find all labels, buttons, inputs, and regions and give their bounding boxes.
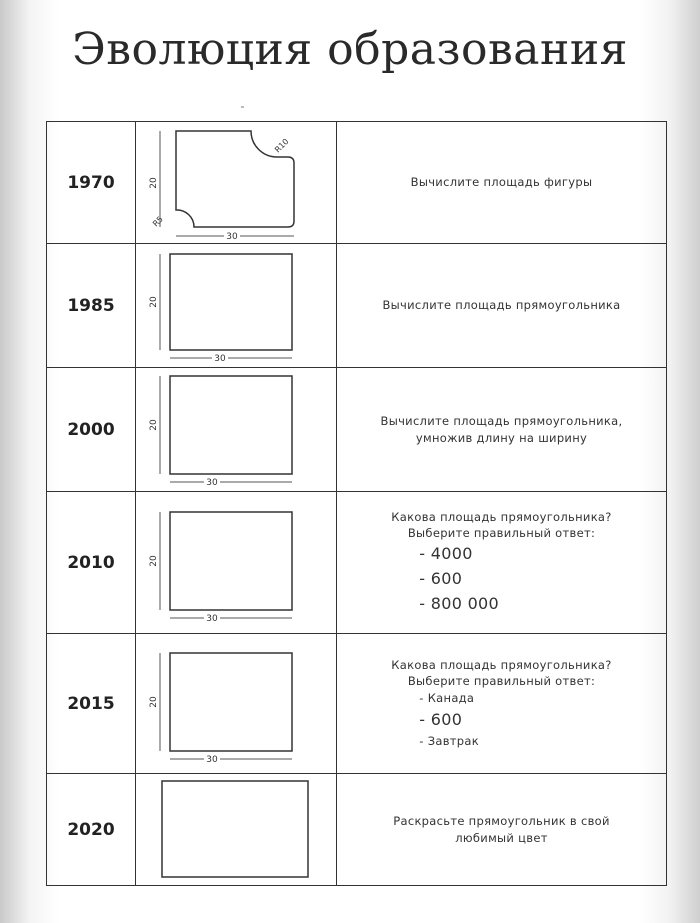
table-row-2015	[47, 634, 667, 774]
task-cell	[337, 634, 667, 774]
figure-cell	[136, 634, 337, 774]
evolution-table	[46, 121, 667, 886]
task-text-line-2: умножив длину на ширину	[415, 430, 588, 445]
question-text: Какова площадь прямоугольника?	[391, 657, 612, 672]
height-dimension-label: 20	[149, 418, 159, 431]
table-row-1985	[47, 244, 667, 368]
task-cell	[337, 774, 667, 886]
answer-option: - 600	[419, 568, 463, 588]
answer-option: - 4000	[419, 543, 473, 563]
table-row-2000	[47, 368, 667, 492]
width-dimension-label: 30	[226, 231, 238, 242]
quiz-block	[391, 657, 611, 751]
task-text: Вычислите площадь прямоугольника	[382, 298, 621, 313]
year-cell: 2015	[47, 634, 136, 774]
instruction-text: Выберите правильный ответ:	[407, 674, 596, 689]
task-text-line-1: Вычислите площадь прямоугольника,	[380, 413, 623, 428]
instruction-text: Выберите правильный ответ:	[407, 526, 596, 541]
height-dimension-label: 20	[149, 176, 159, 189]
year-cell: 2010	[47, 492, 136, 634]
year-cell: 2000	[47, 368, 136, 492]
quiz-block	[391, 509, 611, 617]
table-row-1970	[47, 122, 667, 244]
task-cell	[337, 492, 667, 634]
answer-option: - 800 000	[419, 593, 500, 613]
height-dimension-label: 20	[149, 295, 159, 308]
figure-cell	[136, 368, 337, 492]
year-cell: 2020	[47, 774, 136, 886]
figure-cell	[136, 774, 337, 886]
rectangle-shape	[170, 376, 292, 474]
question-text: Какова площадь прямоугольника?	[391, 509, 612, 524]
rectangle-figure	[136, 370, 336, 490]
width-dimension-label: 30	[214, 353, 226, 364]
task-text-line-1: Раскрасьте прямоугольник в свой	[393, 813, 610, 828]
year-cell: 1970	[47, 122, 136, 244]
width-dimension-label: 30	[206, 754, 218, 765]
rectangle-figure	[136, 775, 336, 885]
radius-large-label: R10	[273, 136, 291, 154]
task-cell	[337, 244, 667, 368]
answer-option: - Канада	[419, 690, 475, 705]
answer-option: - 600	[419, 709, 463, 729]
width-dimension-label: 30	[206, 477, 218, 488]
table-row-2010	[47, 492, 667, 634]
page-title: Эволюция образования	[72, 24, 628, 75]
width-dimension-label: 30	[206, 613, 218, 624]
rectangle-shape	[162, 781, 308, 877]
task-cell	[337, 368, 667, 492]
height-dimension-label: 20	[149, 695, 159, 708]
rectangle-figure	[136, 246, 336, 366]
rectangle-shape	[170, 512, 292, 610]
height-dimension-label: 20	[149, 554, 159, 567]
radius-small-label: R5	[151, 214, 165, 228]
answer-option: - Завтрак	[419, 733, 479, 748]
task-cell	[337, 122, 667, 244]
task-text: Вычислите площадь фигуры	[410, 175, 593, 190]
rectangle-shape	[170, 653, 292, 751]
table-row-2020	[47, 774, 667, 886]
year-cell: 1985	[47, 244, 136, 368]
task-text-line-2: любимый цвет	[455, 830, 548, 845]
complex-shape-figure	[136, 123, 336, 243]
rectangle-figure	[136, 639, 336, 769]
figure-cell	[136, 244, 337, 368]
figure-cell	[136, 492, 337, 634]
rectangle-shape	[170, 254, 292, 350]
rectangle-figure	[136, 498, 336, 628]
figure-cell	[136, 122, 337, 244]
stray-dot	[241, 106, 244, 108]
